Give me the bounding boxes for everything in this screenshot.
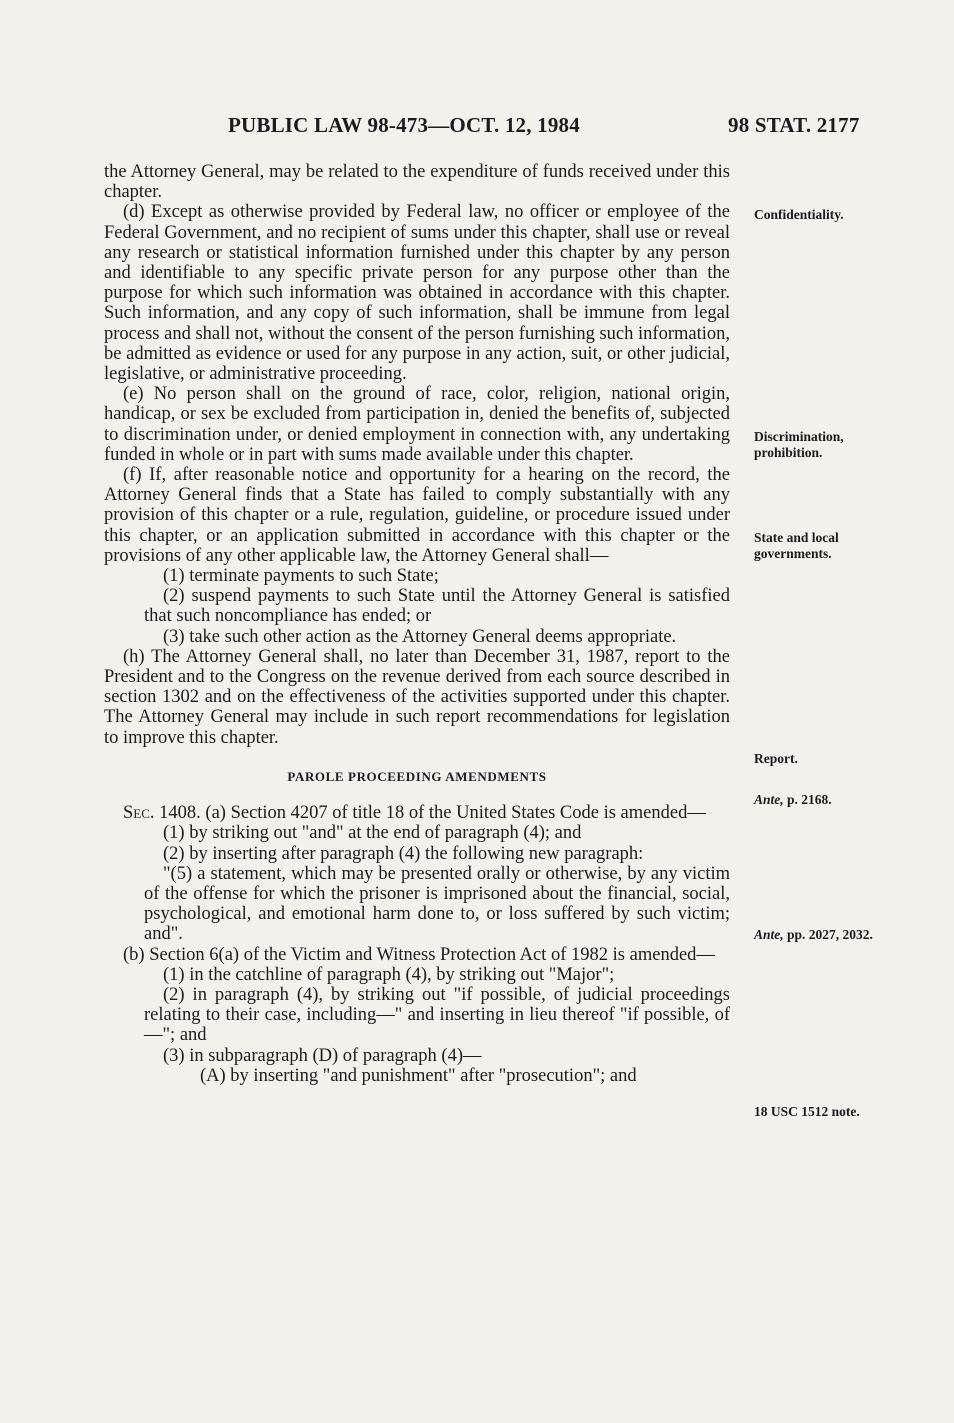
paragraph-e: (e) No person shall on the ground of race, color, religion, national origin, handicap, or sex be excluded from participation in, denied the benefits of, subjected to discrimination under, or denied employment in connection with, any undertaking funded in whole or in part with sums made available under this chapter.	[104, 384, 730, 465]
margin-note-ante-2027	[754, 927, 884, 943]
section-1408-a	[104, 803, 730, 823]
margin-note-discrimination: Discrimination, prohibition.	[754, 429, 844, 460]
paragraph-a-1: (1) by striking out "and" at the end of paragraph (4); and	[163, 823, 582, 844]
page-header-title: PUBLIC LAW 98-473—OCT. 12, 1984	[228, 113, 580, 137]
page-header-stat: 98 STAT. 2177	[728, 113, 860, 137]
section-heading: PAROLE PROCEEDING AMENDMENTS	[287, 768, 547, 784]
paragraph-b-3-A: (A) by inserting "and punishment" after "prosecution"; and	[200, 1065, 637, 1086]
margin-note-ante-2168	[754, 792, 944, 808]
ante-italic: Ante,	[754, 792, 784, 807]
sec-1408-text: 1408. (a) Section 4207 of title 18 of the United States Code is amended—	[159, 803, 706, 824]
paragraph-b: (b) Section 6(a) of the Victim and Witness Protection Act of 1982 is amended—	[123, 944, 715, 965]
paragraph-f-2: (2) suspend payments to such State until the Attorney General is satisfied that such noncompliance has ended; or	[144, 586, 730, 627]
margin-note-usc: 18 USC 1512 note.	[754, 1104, 860, 1119]
quoted-paragraph-5: "(5) a statement, which may be presented orally or otherwise, by any victim of the offense for which the prisoner is imprisoned about the financial, social, psychological, and emotional harm done to, or loss suffered by such victim; and".	[144, 863, 730, 945]
ante-pages: pp. 2027, 2032.	[783, 927, 873, 942]
paragraph-d: (d) Except as otherwise provided by Federal law, no officer or employee of the Federal Government, and no recipient of sums under this chapter, shall use or reveal any research or statistical information furnished under this chapter by any person and identifiable to any specific private person for any purpose other than the purpose for which such information was obtained in accordance with this chapter. Such information, and any copy of such information, shall be immune from legal process and shall not, without the consent of the person furnishing such information, be admitted as evidence or used for any purpose in any action, suit, or other judicial, legislative, or administrative proceeding.	[104, 202, 730, 385]
paragraph-b-1: (1) in the catchline of paragraph (4), by striking out "Major";	[163, 964, 615, 985]
paragraph-f: (f) If, after reasonable notice and opportunity for a hearing on the record, the Attorney General finds that a State has failed to comply substantially with any provision of this chapter or a rule, regulation, guideline, or procedure issued under this chapter, or an application submitted in accordance with this chapter or the provisions of any other applicable law, the Attorney General shall—	[104, 465, 730, 566]
sec-label: Sec.	[123, 803, 155, 824]
margin-note-state-local: State and local governments.	[754, 530, 839, 561]
margin-note-confidentiality: Confidentiality.	[754, 207, 844, 222]
main-text	[104, 162, 730, 1086]
paragraph-b-3: (3) in subparagraph (D) of paragraph (4)—	[163, 1045, 482, 1066]
ante-page: p. 2168.	[783, 792, 832, 807]
paragraph-b-2: (2) in paragraph (4), by striking out "if possible, of judicial proceedings relating to their case, including—" and inserting in lieu thereof "if possible, of—"; and	[144, 984, 730, 1046]
margin-note-report: Report.	[754, 751, 798, 766]
paragraph-continuation: the Attorney General, may be related to the expenditure of funds received under this chapter.	[104, 162, 730, 203]
paragraph-f-3: (3) take such other action as the Attorney General deems appropriate.	[163, 626, 677, 647]
ante-italic: Ante,	[754, 927, 784, 942]
paragraph-a-2: (2) by inserting after paragraph (4) the following new paragraph:	[163, 843, 644, 864]
paragraph-f-1: (1) terminate payments to such State;	[163, 566, 439, 587]
paragraph-h: (h) The Attorney General shall, no later than December 31, 1987, report to the President and to the Congress on the revenue derived from each source described in section 1302 and on the effectiveness of the activities supported under this chapter. The Attorney General may include in such report recommendations for legislation to improve this chapter.	[104, 646, 730, 748]
